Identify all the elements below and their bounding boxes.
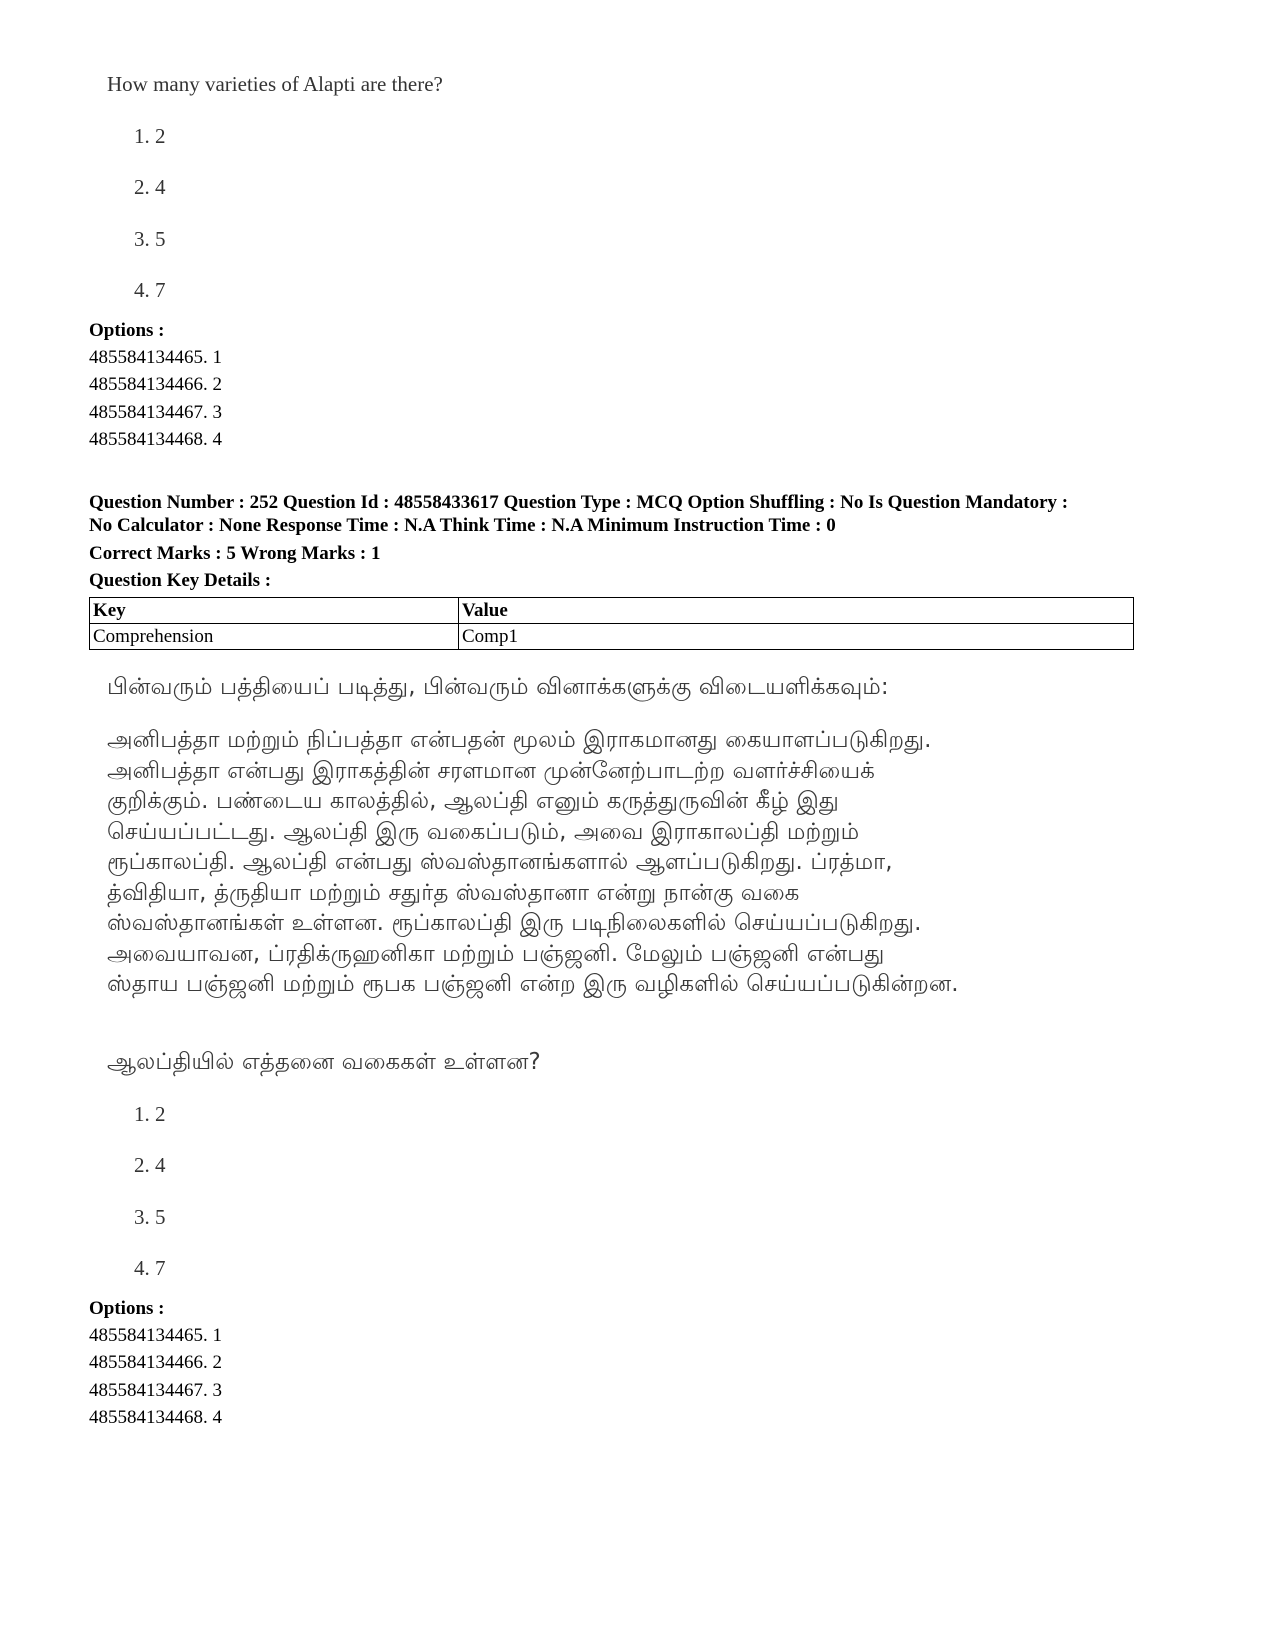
question-key-details-label: Question Key Details : (89, 570, 272, 591)
table-cell-key: Comprehension (90, 624, 459, 650)
tamil-instruction: பின்வரும் பத்தியைப் படித்து, பின்வரும் வினாக்களுக்கு விடையளிக்கவும்: (107, 674, 889, 700)
passage-line: ரூப்காலப்தி. ஆலப்தி என்பது ஸ்வஸ்தானங்களால் ஆளப்படுகிறது. ப்ரத்மா, (107, 849, 893, 875)
table-header-value: Value (459, 598, 1134, 624)
options-label: Options : (89, 1298, 165, 1319)
passage-line: ஸ்வஸ்தானங்கள் உள்ளன. ரூப்காலப்தி இரு படிநிலைகளில் செய்யப்படுகிறது. (107, 910, 922, 936)
english-choice-3: 3. 5 (134, 227, 166, 251)
tamil-choice-1: 1. 2 (134, 1102, 166, 1126)
passage-line: அவையாவன, ப்ரதிக்ருஹனிகா மற்றும் பஞ்ஜனி. மேலும் பஞ்ஜனி என்பது (107, 940, 885, 967)
option-id-line: 485584134466. 2 (89, 374, 222, 395)
option-id-line: 485584134465. 1 (89, 1325, 222, 1346)
option-id-line: 485584134468. 4 (89, 429, 222, 450)
tamil-question-text: ஆலப்தியில் எத்தனை வகைகள் உள்ளன? (107, 1049, 541, 1075)
table-header-key: Key (90, 598, 459, 624)
question-meta-line-2: No Calculator : None Response Time : N.A Think Time : N.A Minimum Instruction Time : 0 (89, 515, 836, 536)
english-choice-4: 4. 7 (134, 278, 166, 302)
table-header-row (90, 598, 1134, 624)
table-cell-value: Comp1 (459, 624, 1134, 650)
english-question-text: How many varieties of Alapti are there? (107, 72, 443, 96)
question-meta-line-1: Question Number : 252 Question Id : 48558433617 Question Type : MCQ Option Shuffling : No Is Question Mandatory : (89, 492, 1069, 513)
marks-line: Correct Marks : 5 Wrong Marks : 1 (89, 543, 381, 564)
passage-line: குறிக்கும். பண்டைய காலத்தில், ஆலப்தி எனும் கருத்துருவின் கீழ் இது (107, 788, 839, 814)
option-id-line: 485584134465. 1 (89, 347, 222, 368)
question-key-table (89, 597, 1134, 650)
english-choice-1: 1. 2 (134, 124, 166, 148)
passage-line: ஸ்தாய பஞ்ஜனி மற்றும் ரூபக பஞ்ஜனி என்ற இரு வழிகளில் செய்யப்படுகின்றன. (107, 971, 959, 997)
english-choice-2: 2. 4 (134, 175, 166, 199)
options-label: Options : (89, 320, 165, 341)
option-id-line: 485584134467. 3 (89, 402, 222, 423)
passage-line: அனிபத்தா என்பது இராகத்தின் சரளமான முன்னேற்பாடற்ற வளர்ச்சியைக் (107, 757, 875, 784)
tamil-choice-2: 2. 4 (134, 1153, 166, 1177)
tamil-passage (107, 725, 959, 1000)
passage-line: செய்யப்பட்டது. ஆலப்தி இரு வகைப்படும், அவை இராகாலப்தி மற்றும் (107, 818, 860, 845)
option-id-line: 485584134466. 2 (89, 1352, 222, 1373)
tamil-choice-4: 4. 7 (134, 1256, 166, 1280)
passage-line: அனிபத்தா மற்றும் நிப்பத்தா என்பதன் மூலம் இராகமானது கையாளப்படுகிறது. (107, 727, 932, 753)
option-id-line: 485584134467. 3 (89, 1380, 222, 1401)
option-id-line: 485584134468. 4 (89, 1407, 222, 1428)
tamil-choice-3: 3. 5 (134, 1205, 166, 1229)
passage-line: த்விதியா, த்ருதியா மற்றும் சதுர்த ஸ்வஸ்தானா என்று நான்கு வகை (107, 879, 800, 906)
table-row (90, 624, 1134, 650)
